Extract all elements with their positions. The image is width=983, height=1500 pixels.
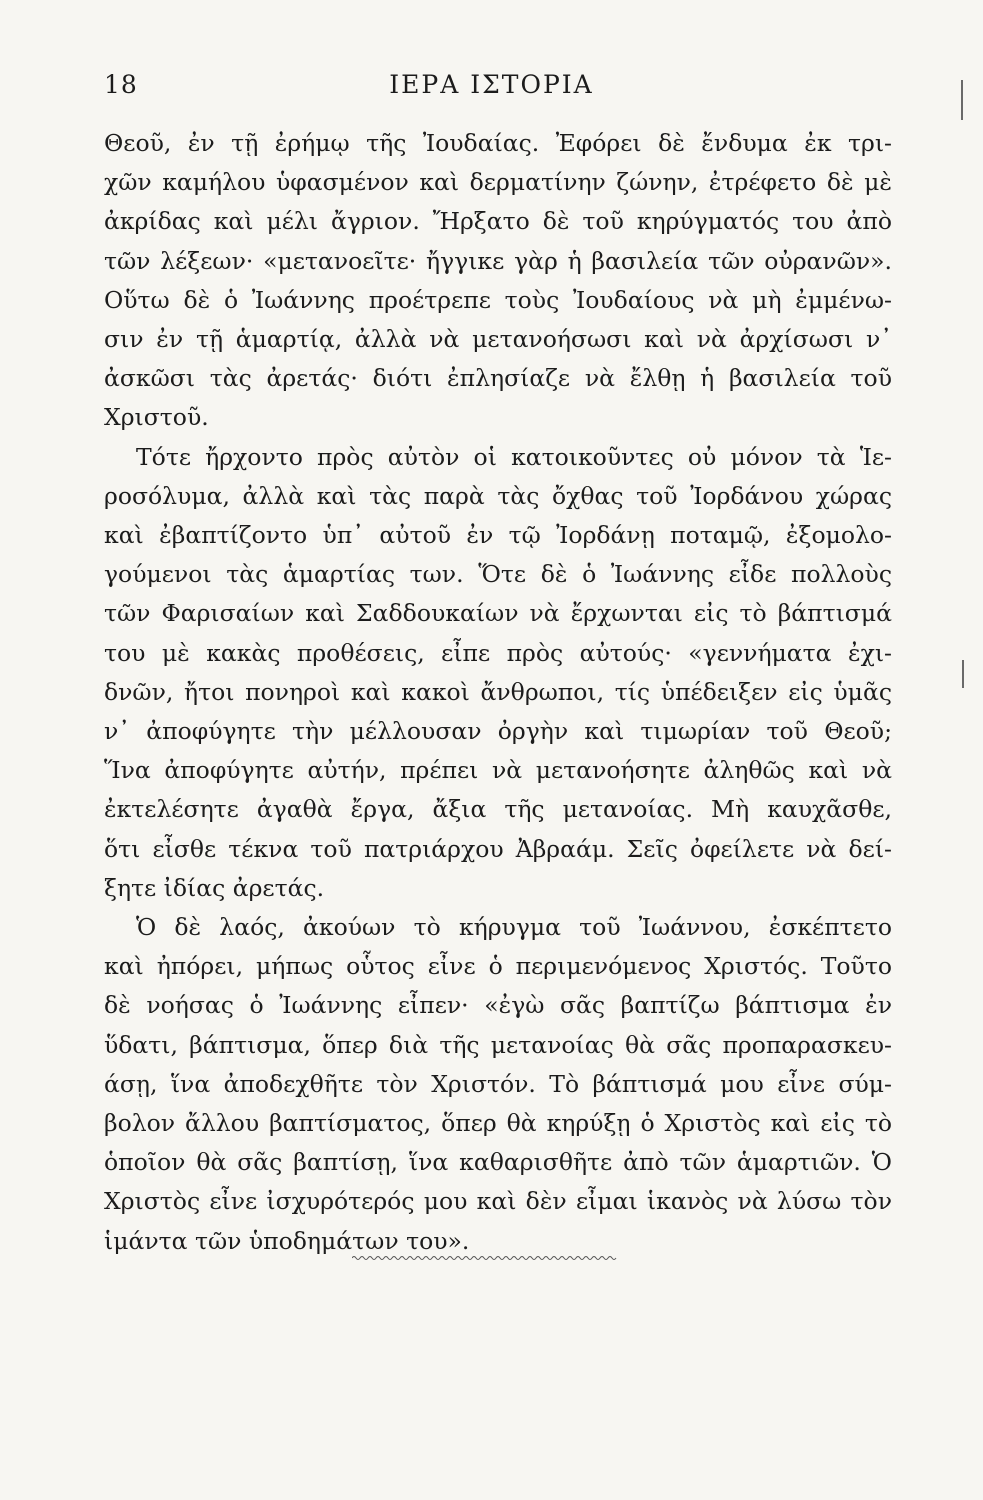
text-line: ν᾽ ἀποφύγητε τὴν μέλλουσαν ὀργὴν καὶ τιμωρίαν τοῦ Θεοῦ;	[104, 717, 892, 746]
binding-edge-mark	[961, 80, 963, 120]
text-line: Τότε ἤρχοντο πρὸς αὐτὸν οἱ κατοικοῦντες οὐ μόνον τὰ Ἱε-	[136, 442, 892, 471]
text-line: καὶ ἐβαπτίζοντο ὑπ᾽ αὐτοῦ ἐν τῷ Ἰορδάνῃ ποταμῷ, ἐξομολο-	[104, 521, 892, 550]
text-line: δὲ νοήσας ὁ Ἰωάννης εἶπεν· «ἐγὼ σᾶς βαπτίζω βάπτισμα ἐν	[104, 991, 892, 1020]
text-line: γούμενοι τὰς ἁμαρτίας των. Ὅτε δὲ ὁ Ἰωάννης εἶδε πολλοὺς	[104, 560, 892, 589]
text-line: Οὕτω δὲ ὁ Ἰωάννης προέτρεπε τοὺς Ἰουδαίους νὰ μὴ ἐμμένω-	[104, 285, 892, 314]
text-line: Θεοῦ, ἐν τῇ ἐρήμῳ τῆς Ἰουδαίας. Ἐφόρει δὲ ἔνδυμα ἐκ τρι-	[104, 129, 892, 157]
text-line: βολον ἄλλου βαπτίσματος, ὅπερ θὰ κηρύξῃ ὁ Χριστὸς καὶ εἰς τὸ	[104, 1109, 892, 1138]
text-line: ροσόλυμα, ἀλλὰ καὶ τὰς παρὰ τὰς ὄχθας τοῦ Ἰορδάνου χώρας	[104, 481, 892, 510]
text-line: καὶ ἠπόρει, μήπως οὗτος εἶνε ὁ περιμενόμενος Χριστός. Τοῦτο	[104, 952, 892, 981]
text-line: ἱμάντα τῶν ὑποδημάτων του».	[104, 1226, 470, 1255]
text-line: ἀσκῶσι τὰς ἀρετάς· διότι ἐπλησίαζε νὰ ἔλθῃ ἡ βασιλεία τοῦ	[104, 364, 892, 393]
text-line: Χριστὸς εἶνε ἰσχυρότερός μου καὶ δὲν εἶμαι ἱκανὸς νὰ λύσω τὸν	[104, 1187, 892, 1216]
text-line: ἀκρίδας καὶ μέλι ἄγριον. Ἤρξατο δὲ τοῦ κηρύγματός του ἀπὸ	[104, 207, 892, 236]
text-line: ὁποῖον θὰ σᾶς βαπτίσῃ, ἵνα καθαρισθῆτε ἀπὸ τῶν ἁμαρτιῶν. Ὁ	[104, 1148, 892, 1177]
text-line: άσῃ, ἵνα ἀποδεχθῆτε τὸν Χριστόν. Τὸ βάπτισμά μου εἶνε σύμ-	[104, 1069, 892, 1098]
paragraph-2	[104, 438, 892, 908]
text-line: ξητε ἰδίας ἀρετάς.	[104, 873, 325, 902]
text-line: Ἵνα ἀποφύγητε αὐτήν, πρέπει νὰ μετανοήσητε ἀληθῶς καὶ νὰ	[104, 756, 892, 785]
text-line: τῶν Φαρισαίων καὶ Σαδδουκαίων νὰ ἔρχωνται εἰς τὸ βάπτισμά	[104, 599, 892, 628]
page-number: 18	[104, 70, 138, 99]
text-line: τῶν λέξεων· «μετανοεῖτε· ἤγγικε γὰρ ἡ βασιλεία τῶν οὐρανῶν».	[104, 246, 892, 275]
text-line: Ὁ δὲ λαός, ἀκούων τὸ κήρυγμα τοῦ Ἰωάννου, ἐσκέπτετο	[136, 913, 892, 942]
paragraph-1	[104, 124, 892, 438]
text-line: ὕδατι, βάπτισμα, ὅπερ διὰ τῆς μετανοίας θὰ σᾶς προπαρασκευ-	[104, 1030, 892, 1059]
text-line: ὅτι εἶσθε τέκνα τοῦ πατριάρχου Ἀβραάμ. Σεῖς ὀφείλετε νὰ δεί-	[104, 834, 892, 863]
text-line: χῶν καμήλου ὑφασμένον καὶ δερματίνην ζώνην, ἐτρέφετο δὲ μὲ	[104, 168, 892, 197]
text-line: Χριστοῦ.	[104, 403, 209, 432]
running-title: ΙΕΡΑ ΙΣΤΟΡΙΑ	[389, 70, 594, 99]
ornamental-rule	[352, 1255, 618, 1261]
text-line: του μὲ κακὰς προθέσεις, εἶπε πρὸς αὐτούς· «γεννήματα ἐχι-	[104, 638, 892, 667]
text-line: δνῶν, ἤτοι πονηροὶ καὶ κακοὶ ἄνθρωποι, τίς ὑπέδειξεν εἰς ὑμᾶς	[104, 677, 892, 706]
text-line: σιν ἐν τῇ ἁμαρτίᾳ, ἀλλὰ νὰ μετανοήσωσι καὶ νὰ ἀρχίσωσι ν᾽	[104, 325, 892, 354]
binding-edge-mark	[962, 660, 964, 688]
paragraph-3	[104, 908, 892, 1261]
text-line: ἐκτελέσητε ἀγαθὰ ἔργα, ἄξια τῆς μετανοίας. Μὴ καυχᾶσθε,	[104, 795, 892, 824]
body-text	[104, 124, 892, 1261]
